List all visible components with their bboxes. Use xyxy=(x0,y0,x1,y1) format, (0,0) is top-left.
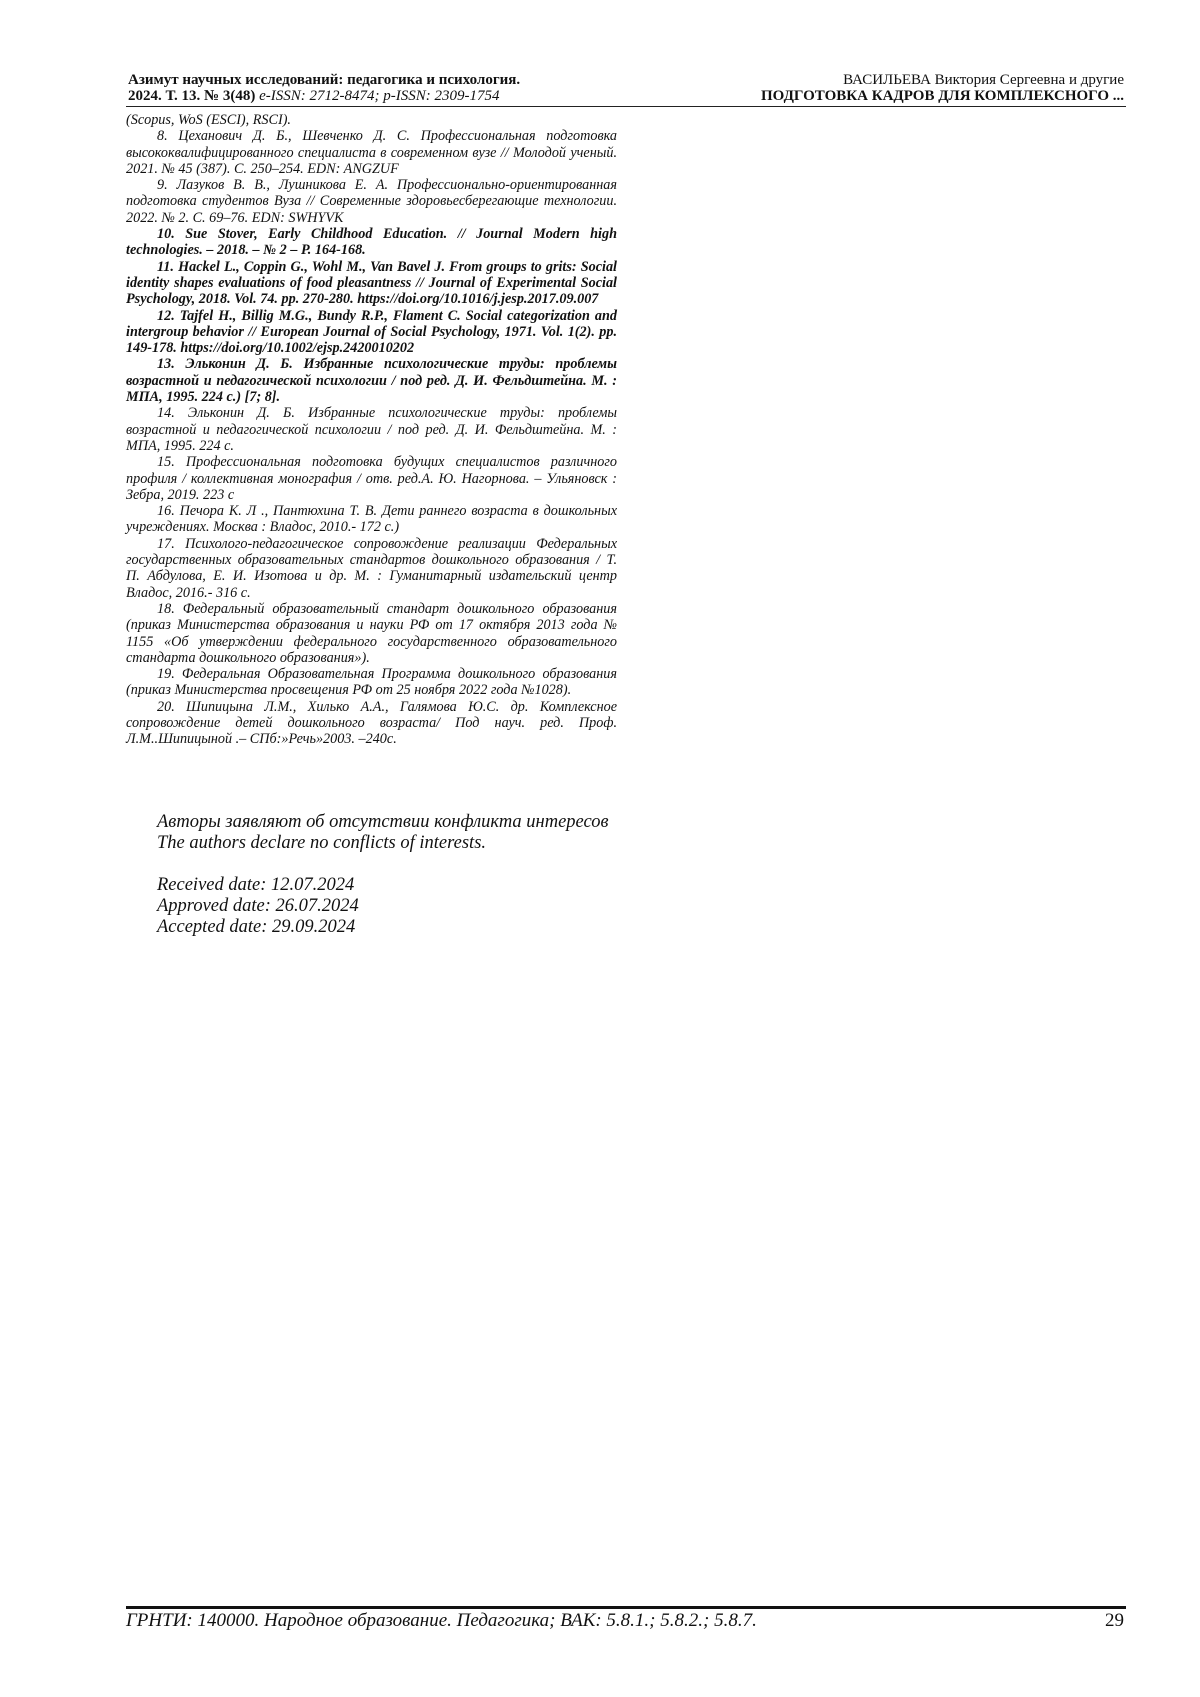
reference-item: 9. Лазуков В. В., Лушникова Е. А. Профессионально-ориентированная подготовка студентов Вуза // Современные здоровьесберегающие технологии. 2022. № 2. С. 69–76. EDN: SWHYVK xyxy=(126,177,617,226)
journal-issn: e-ISSN: 2712-8474; p-ISSN: 2309-1754 xyxy=(259,88,500,104)
reference-item: 16. Печора К. Л ., Пантюхина Т. В. Дети раннего возраста в дошкольных учреждениях. Москва : Владос, 2010.- 172 с.) xyxy=(126,503,617,536)
article-notes xyxy=(126,812,617,938)
footer-classification: ГРНТИ: 140000. Народное образование. Педагогика; ВАК: 5.8.1.; 5.8.2.; 5.8.7. xyxy=(126,1610,757,1631)
reference-item: 14. Эльконин Д. Б. Избранные психологические труды: проблемы возрастной и педагогической психологии / под ред. Д. И. Фельдштейна. М. : МПА, 1995. 224 с. xyxy=(126,405,617,454)
reference-item: 15. Профессиональная подготовка будущих специалистов различного профиля / коллективная монография / отв. ред.А. Ю. Нагорнова. – Ульяновск : Зебра, 2019. 223 с xyxy=(126,454,617,503)
footer-divider xyxy=(126,1606,1126,1609)
conflict-statement-en: The authors declare no conflicts of interests. xyxy=(157,833,487,853)
accepted-date: Accepted date: 29.09.2024 xyxy=(157,917,356,937)
article-header xyxy=(564,72,1124,104)
received-date: Received date: 12.07.2024 xyxy=(157,875,355,895)
conflict-statement-ru: Авторы заявляют об отсутствии конфликта интересов xyxy=(157,812,609,832)
reference-item: 8. Цеханович Д. Б., Шевченко Д. С. Профессиональная подготовка высококвалифицированного специалиста в современном вузе // Молодой ученый. 2021. № 45 (387). С. 250–254. EDN: ANGZUF xyxy=(126,128,617,177)
reference-item: 18. Федеральный образовательный стандарт дошкольного образования (приказ Министерства образования и науки РФ от 17 октября 2013 года № 1155 «Об утверждении федерального государственного образовательного стандарта дошкольного образования»). xyxy=(126,600,617,666)
reference-item: 12. Tajfel H., Billig M.G., Bundy R.P., Flament C. Social categorization and intergroup behavior // European Journal of Social Psychology, 1971. Vol. 1(2). pp. 149-178. https://doi.org/10.1002/ejsp.2420010202 xyxy=(126,307,617,357)
article-authors: ВАСИЛЬЕВА Виктория Сергеевна и другие xyxy=(843,72,1124,88)
reference-item: 11. Hackel L., Coppin G., Wohl M., Van Bavel J. From groups to grits: Social identity shapes evaluations of food pleasantness // Journal of Experimental Social Psychology, 2018. Vol. 74. pp. 270-280. https://doi.org/10.1016/j.jesp.2017.09.007 xyxy=(126,258,617,308)
article-title: ПОДГОТОВКА КАДРОВ ДЛЯ КОМПЛЕКСНОГО ... xyxy=(761,88,1124,104)
reference-item: 20. Шипицына Л.М., Хилько А.А., Галямова Ю.С. др. Комплексное сопровождение детей дошкольного возраста/ Под науч. ред. Проф. Л.М..Шипицыной .– СПб:»Речь»2003. –240с. xyxy=(126,698,617,748)
reference-item: 17. Психолого-педагогическое сопровождение реализации Федеральных государственных образовательных стандартов дошкольного образования / Т. П. Абдулова, Е. И. Изотова и др. М. : Гуманитарный издательский центр Владос, 2016.- 316 с. xyxy=(126,535,617,601)
reference-item: (Scopus, WoS (ESCI), RSCI). xyxy=(126,112,291,128)
reference-item: 13. Эльконин Д. Б. Избранные психологические труды: проблемы возрастной и педагогической психологии / под ред. Д. И. Фельдштейна. М. : МПА, 1995. 224 с.) [7; 8]. xyxy=(126,356,617,406)
reference-item: 10. Sue Stover, Early Childhood Education. // Journal Modern high technologies. – 2018. – № 2 – P. 164-168. xyxy=(126,226,617,259)
references-list xyxy=(126,112,617,748)
reference-item: 19. Федеральная Образовательная Программа дошкольного образования (приказ Министерства просвещения РФ от 25 ноября 2022 года №1028). xyxy=(126,666,617,699)
journal-issue: 2024. Т. 13. № 3(48) xyxy=(128,88,256,104)
journal-title: Азимут научных исследований: педагогика и психология. xyxy=(128,72,521,88)
header-divider xyxy=(126,106,1126,107)
page-number: 29 xyxy=(1105,1610,1124,1631)
approved-date: Approved date: 26.07.2024 xyxy=(157,896,359,916)
